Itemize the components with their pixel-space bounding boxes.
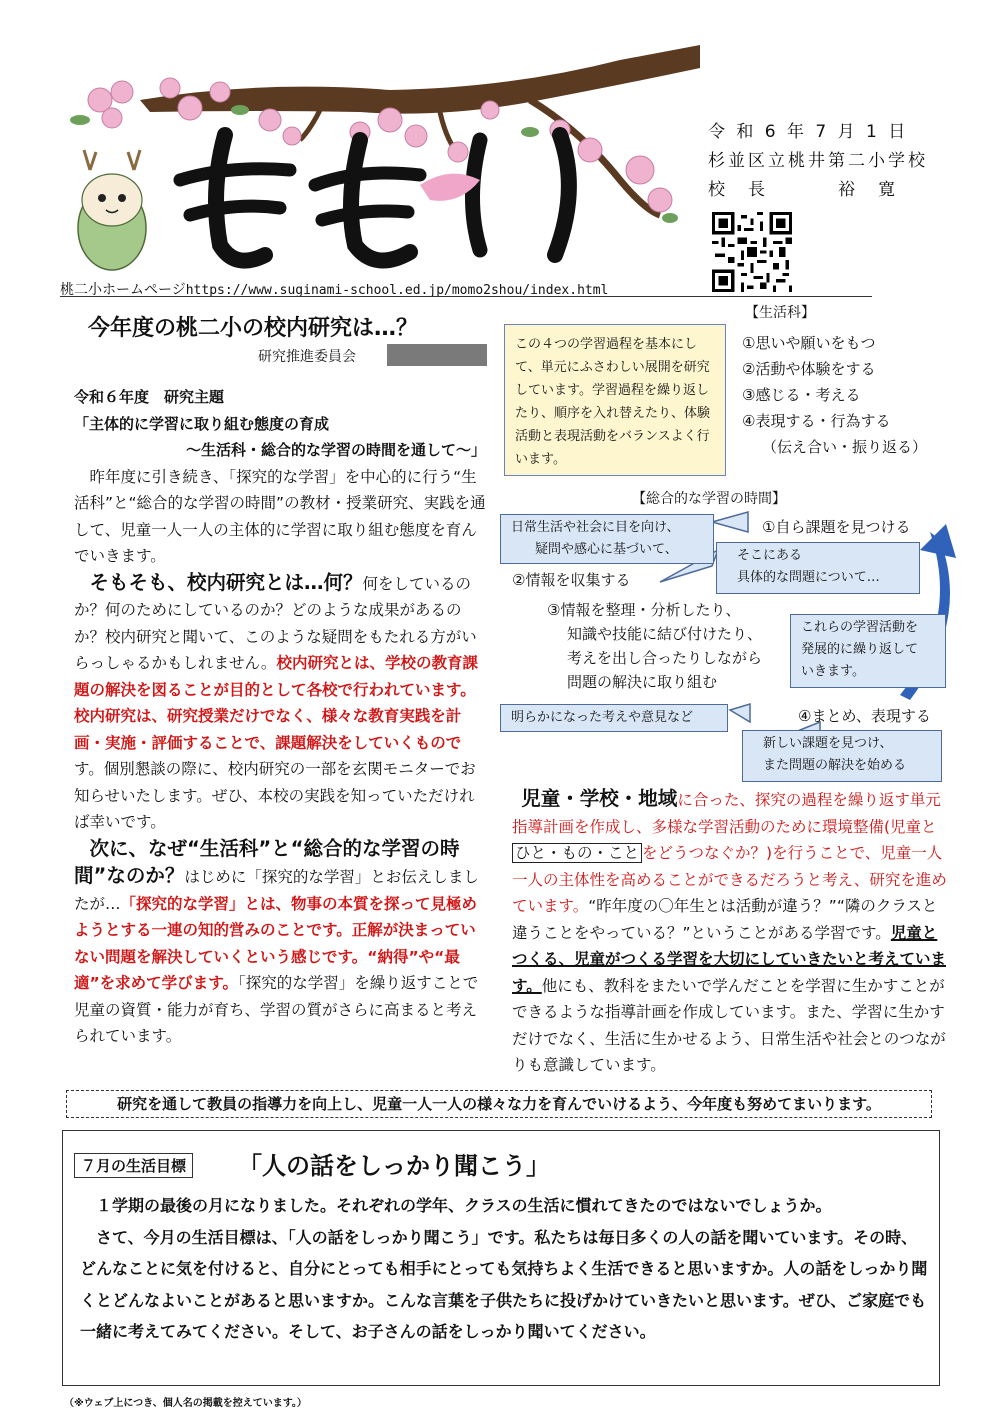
- issue-info: [708, 118, 928, 205]
- monthly-goal-text: [80, 1190, 930, 1348]
- seikatsu-step: ①思いや願いをもつ: [742, 334, 876, 352]
- theme-heading: 令和６年度 研究主題: [74, 388, 225, 406]
- header-divider: [60, 296, 872, 297]
- goal-paragraph-2: さて、今月の生活目標は、「人の話をしっかり聞こう」です。私たちは毎日多くの人の話を聞いています。その時、どんなことに気を付けると、自分にとっても相手にとっても気持ちよく生活できると思いますか。人の話をしっかり聞くとどんなよいことがあると思いますか。こんな言葉を子供たちに投げかけていきたいと思います。ぜひ、ご家庭でも一緒に考えてみてください。そして、お子さんの話をしっかり聞いてください。: [80, 1227, 928, 1341]
- footnote: （※ウェブ上につき、個人名の掲載を控えています。）: [64, 1398, 307, 1409]
- theme-line-1: 「主体的に学習に取り組む態度の育成: [74, 414, 330, 433]
- seikatsu-note: この４つの学習過程を基本にして、単元にふさわしい展開を研究しています。学習過程を繰り返したり、順序を入れ替えたり、体験活動と表現活動をバランスよく行います。: [504, 324, 726, 476]
- school-name: 杉並区立桃井第二小学校: [708, 151, 928, 171]
- seikatsu-steps: [742, 330, 927, 460]
- qr-code[interactable]: [712, 212, 792, 292]
- masthead-illustration: [60, 40, 700, 290]
- mascot-character: [78, 150, 146, 270]
- sogo-step-3: ③情報を整理・分析したり、 知識や技能に結び付けたり、 考えを出し合ったりしながら 問題の解決に取り組む: [547, 601, 763, 691]
- article-body: [74, 384, 490, 1050]
- sogo-step-4: ④まとめ、表現する: [798, 707, 931, 725]
- principal: 校 長 裕 寛: [708, 180, 898, 200]
- article-byline: 研究推進委員会: [258, 349, 356, 365]
- community-paragraph: 児童・学校・地域に合った、探究の過程を繰り返す単元指導計画を作成し、多様な学習活動のために環境整備(児童とひと・もの・こと をどうつなぐか？)を行うことで、児童一人一人の主体性を高めることができるだろうと考え、研究を進めています。“昨年度の〇年生とは活動が違う？”“隣のクラスと違うことをやっている？”ということがある学習です。児童とつくる、児童がつくる学習を大切にしていきたいと考えています。他にも、教科をまたいで学んだことを学習に生かすことができるような指導計画を作成しています。また、学習に生かすだけでなく、生活に生かせるよう、日常生活や社会とのつながりも意識しています。: [512, 787, 947, 1074]
- seikatsu-step: ③感じる・考える: [742, 386, 861, 404]
- underlined-statement: 児童とつくる、児童がつくる学習を大切にしていきたいと考えています。: [512, 923, 947, 995]
- cherry-branch: [140, 45, 700, 114]
- title-brush-lettering: [180, 135, 569, 261]
- issue-date: 令 和 6 年 7 月 1 日: [708, 122, 909, 142]
- closing-banner: 研究を通して教員の指導力を向上し、児童一人一人の様々な力を育んでいけるよう、今年度も努めてまいります。: [66, 1090, 932, 1118]
- article-title: 今年度の桃二小の校内研究は…？: [88, 316, 419, 341]
- redacted-name: [387, 344, 487, 366]
- seikatsu-step: ④表現する・行為する: [742, 412, 891, 430]
- q2-heading: 次に、なぜ“生活科”と“総合的な学習の時間”なのか？: [74, 836, 460, 887]
- community-heading: 児童・学校・地域: [521, 787, 678, 810]
- seikatsu-step: ②活動や体験をする: [742, 360, 876, 378]
- boxed-phrase: ひと・もの・こと: [512, 843, 642, 863]
- sogo-callout-5: 新しい課題を見つけ、 また問題の解決を始める: [742, 730, 942, 782]
- sogo-step-2: ②情報を収集する: [512, 571, 631, 589]
- q2-paragraph: 次に、なぜ“生活科”と“総合的な学習の時間”なのか？はじめに「探究的な学習」とお伝えしましたが…「探究的な学習」とは、物事の本質を探って見極めようとする一連の知的営みのことです。正解が決まっていない問題を解決していくという感じです。“納得”や“最適”を求めて学びます。「探究的な学習」を繰り返すことで児童の資質・能力が育ち、学習の質がさらに高まると考えられています。: [74, 836, 479, 1045]
- sogo-callout-3: これらの学習活動を 発展的に繰り返して いきます。: [790, 614, 946, 688]
- q1-heading: そもそも、校内研究とは…何？: [89, 570, 363, 594]
- seikatsu-step-note: （伝え合い・振り返る）: [762, 438, 928, 456]
- homepage-label: 桃二小ホームページ: [60, 282, 186, 298]
- monthly-goal-label: ７月の生活目標: [74, 1153, 193, 1178]
- seikatsu-label: 【生活科】: [745, 305, 815, 321]
- sogo-callout-1: 日常生活や社会に目を向け、 疑問や感心に基づいて、: [500, 514, 714, 564]
- q1-paragraph: そもそも、校内研究とは…何？何をしているのか？何のためにしているのか？どのような成果があるのか？校内研究と聞いて、このような疑問をもたれる方がいらっしゃるかもしれません。校内研究とは、学校の教育課題の解決を図ることが目的として各校で行われています。校内研究は、研究授業だけでなく、様々な教育実践を計画・実施・評価することで、課題解決をしていくものです。個別懇談の際に、校内研究の一部を玄関モニターでお知らせいたします。ぜひ、本校の実践を知っていただければ幸いです。: [74, 570, 478, 831]
- intro-paragraph: 昨年度に引き続き、「探究的な学習」を中心的に行う“生活科”と“総合的な学習の時間”の教材・授業研究、実践を通して、児童一人一人の主体的に学習に取り組む態度を育んでいきます。: [74, 467, 486, 565]
- homepage-url[interactable]: https://www.suginami-school.ed.jp/momo2shou/index.html: [185, 283, 609, 298]
- sogo-step-1: ①自ら課題を見つける: [762, 518, 911, 536]
- sogo-label: 【総合的な学習の時間】: [632, 491, 786, 507]
- monthly-goal-title: 「人の話をしっかり聞こう」: [238, 1152, 550, 1180]
- sogo-callout-4: 明らかになった考えや意見など: [500, 704, 728, 732]
- sogo-callout-2: そこにある 具体的な問題について…: [716, 542, 920, 594]
- goal-paragraph-1: １学期の最後の月になりました。それぞれの学年、クラスの生活に慣れてきたのではないでしょうか。: [96, 1196, 832, 1215]
- theme-line-2: ～生活科・総合的な学習の時間を通して～」: [185, 441, 486, 459]
